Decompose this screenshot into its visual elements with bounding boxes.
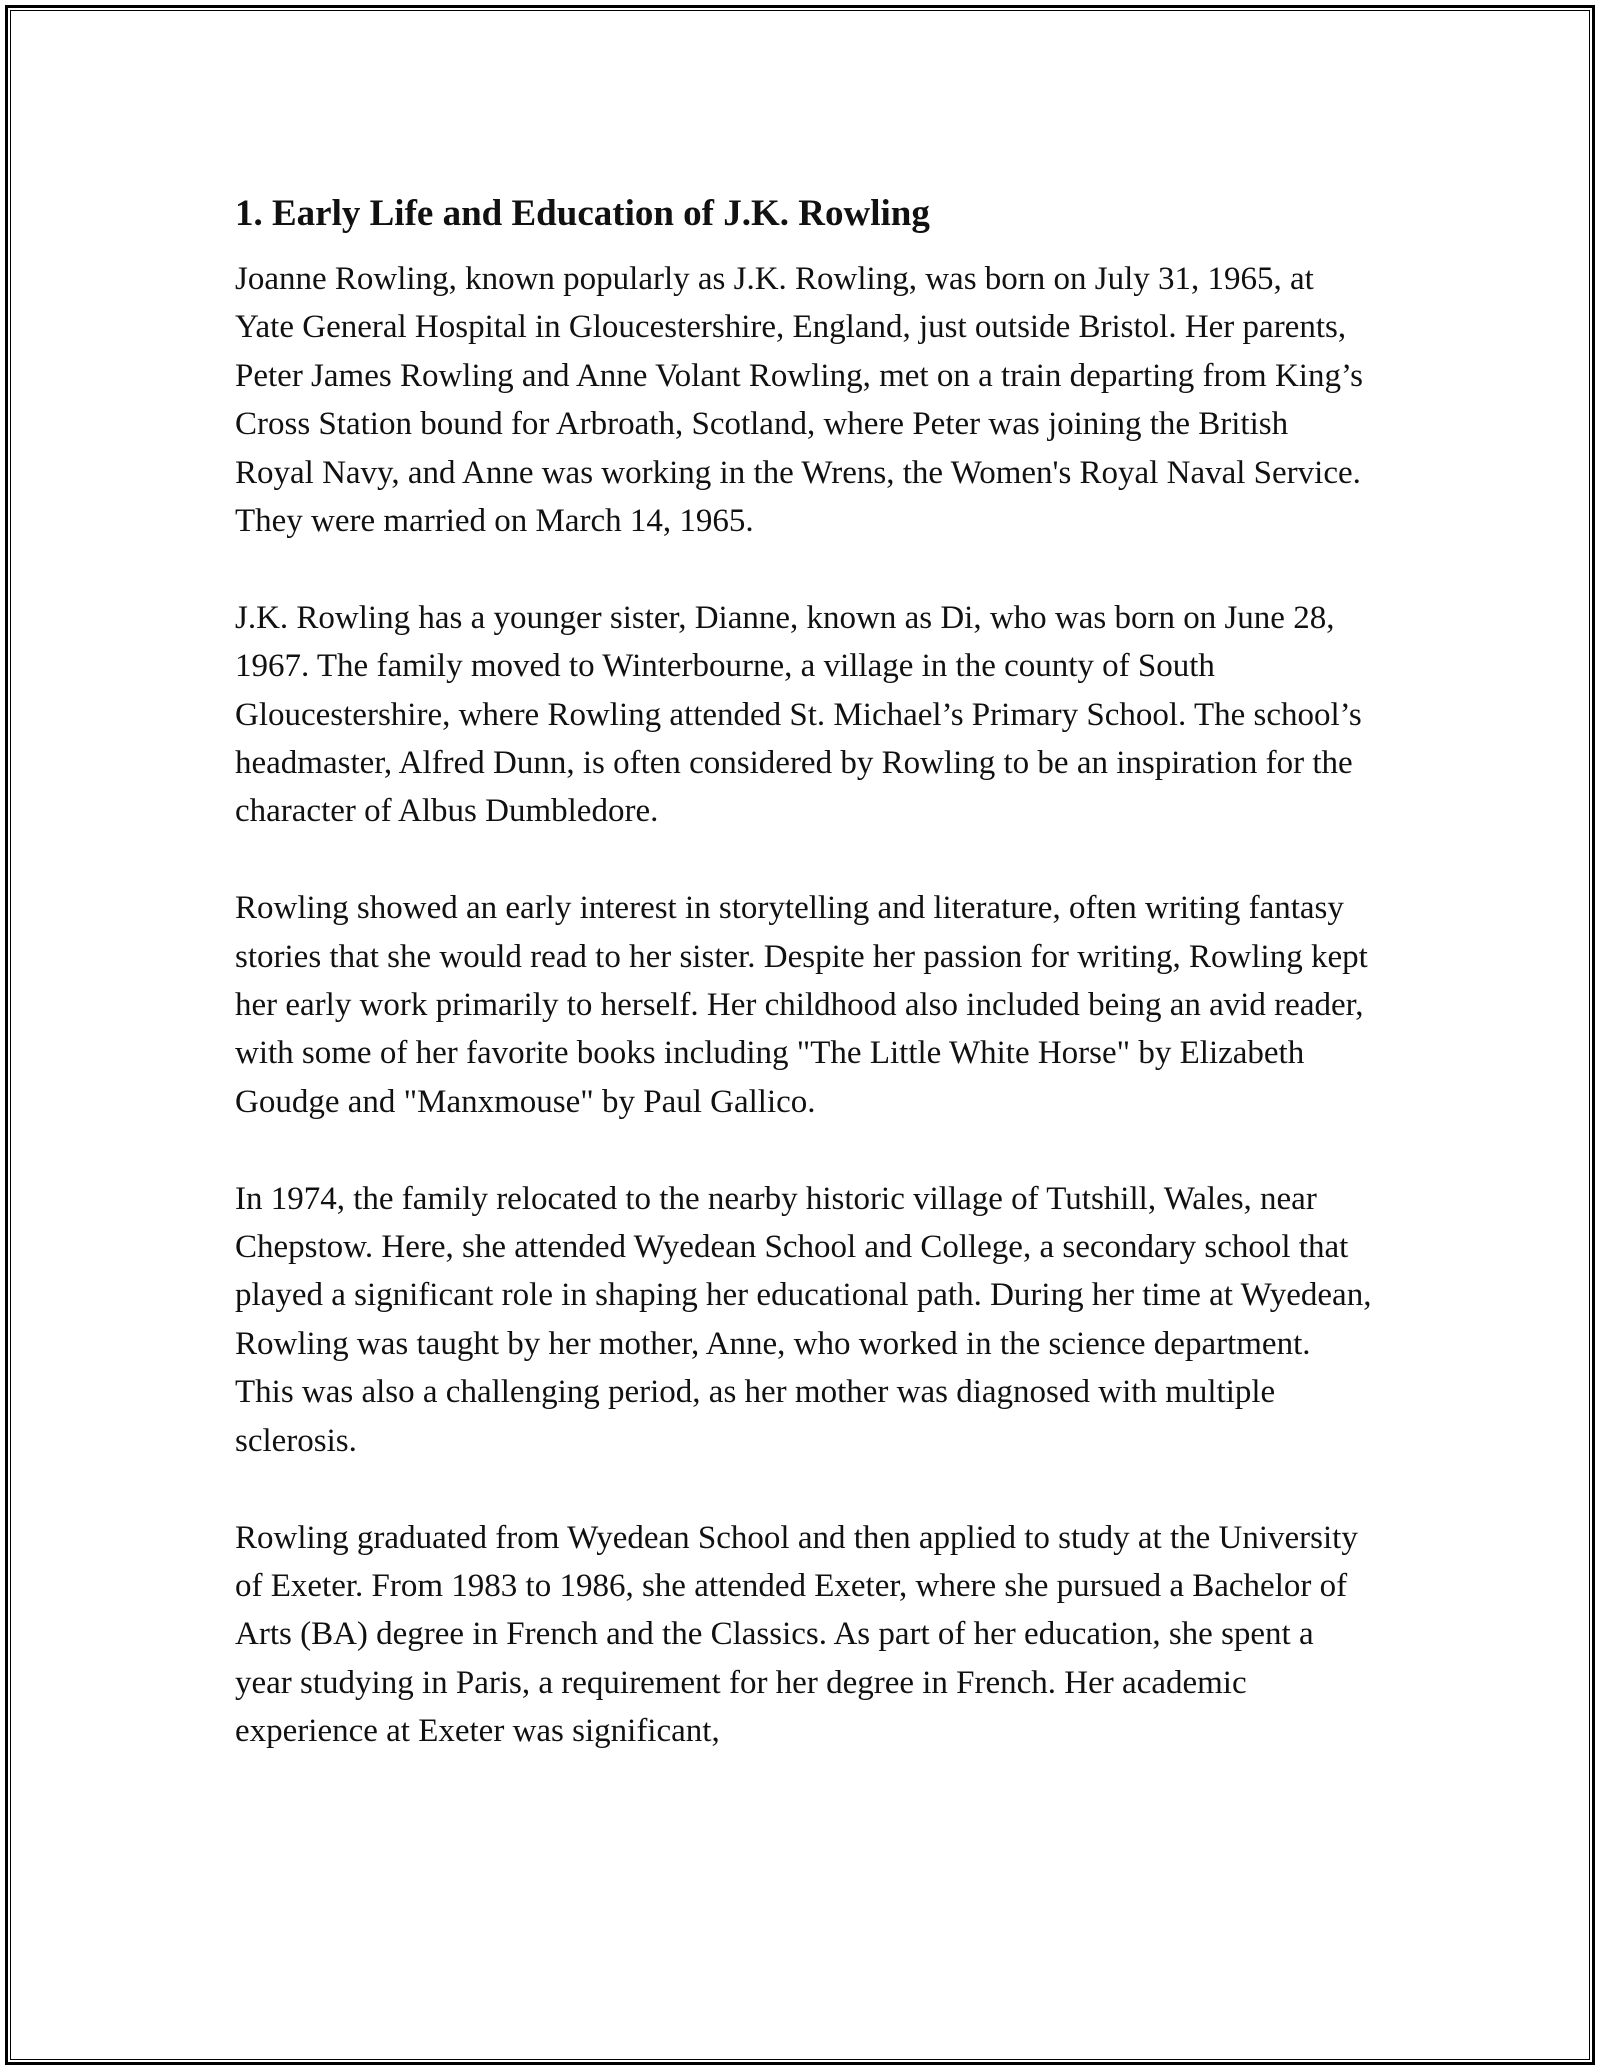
section-heading: 1. Early Life and Education of J.K. Rowling [235, 193, 930, 234]
paragraph-sister-and-primary-school: J.K. Rowling has a younger sister, Dianne, known as Di, who was born on June 28, 1967. The family moved to Winterbourne, a village in the county of South Gloucestershire, where Rowling attended St. Michael’s Primary School. The school’s headmaster, Alfred Dunn, is often considered by Rowling to be an inspiration for the character of Albus Dumbledore. [235, 599, 1362, 830]
paragraph-birth-and-parents: Joanne Rowling, known popularly as J.K. Rowling, was born on July 31, 1965, at Yate General Hospital in Gloucestershire, England, just outside Bristol. Her parents, Peter James Rowling and Anne Volant Rowling, met on a train departing from King’s Cross Station bound for Arbroath, Scotland, where Peter was joining the British Royal Navy, and Anne was working in the Wrens, the Women's Royal Naval Service. They were married on March 14, 1965. [235, 261, 1363, 540]
paragraph-university: Rowling graduated from Wyedean School and then applied to study at the University of Exeter. From 1983 to 1986, she attended Exeter, where she pursued a Bachelor of Arts (BA) degree in French and the Classics. As part of her education, she spent a year studying in Paris, a requirement for her degree in French. Her academic experience at Exeter was significant, [235, 1519, 1358, 1750]
paragraph-early-interest-in-writing: Rowling showed an early interest in storytelling and literature, often writing fantasy stories that she would read to her sister. Despite her passion for writing, Rowling kept her early work primarily to herself. Her childhood also included being an avid reader, with some of her favorite books including "The Little White Horse" by Elizabeth Goudge and "Manxmouse" by Paul Gallico. [235, 890, 1368, 1120]
document-body [235, 185, 1375, 1804]
paragraph-secondary-school: In 1974, the family relocated to the nearby historic village of Tutshill, Wales, near Chepstow. Here, she attended Wyedean School and College, a secondary school that played a significant role in shaping her educational path. During her time at Wyedean, Rowling was taught by her mother, Anne, who worked in the science department. This was also a challenging period, as her mother was diagnosed with multiple sclerosis. [235, 1180, 1372, 1459]
